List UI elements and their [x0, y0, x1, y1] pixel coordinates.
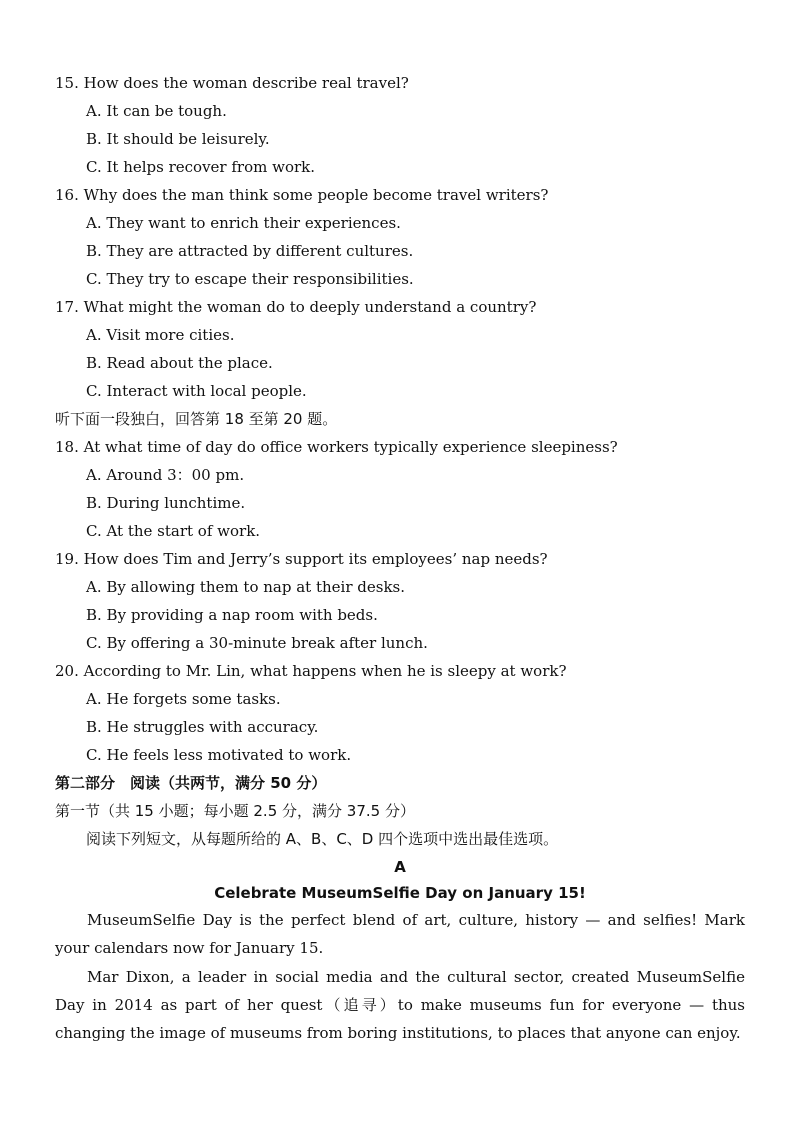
question-18: 18. At what time of day do office workers typically experience sleepiness?: [55, 438, 618, 456]
option-19c: C. By offering a 30-minute break after lunch.: [86, 634, 428, 652]
option-18b: B. During lunchtime.: [86, 494, 246, 512]
question-15: 15. How does the woman describe real travel?: [55, 74, 409, 92]
option-15a: A. It can be tough.: [86, 102, 227, 120]
option-20c: C. He feels less motivated to work.: [86, 746, 352, 764]
option-18a: A. Around 3：00 pm.: [86, 466, 245, 484]
question-20: 20. According to Mr. Lin, what happens when he is sleepy at work?: [55, 662, 567, 680]
option-18c: C. At the start of work.: [86, 522, 261, 540]
option-16c: C. They try to escape their responsibilities.: [86, 270, 414, 288]
option-16b: B. They are attracted by different cultures.: [86, 242, 414, 260]
option-20b: B. He struggles with accuracy.: [86, 718, 319, 736]
option-15c: C. It helps recover from work.: [86, 158, 316, 176]
reading-instruction: 阅读下列短文，从每题所给的 A、B、C、D 四个选项中选出最佳选项。: [86, 830, 559, 848]
option-20a: A. He forgets some tasks.: [86, 690, 281, 708]
part-two-title: 第二部分 阅读（共两节，满分 50 分）: [55, 774, 327, 792]
option-16a: A. They want to enrich their experiences.: [86, 214, 401, 232]
monologue-instruction: 听下面一段独白，回答第 18 至第 20 题。: [55, 410, 338, 428]
option-17a: A. Visit more cities.: [86, 326, 235, 344]
passage-label: A: [394, 858, 406, 876]
section-one-title: 第一节（共 15 小题；每小题 2.5 分，满分 37.5 分）: [55, 802, 415, 820]
option-15b: B. It should be leisurely.: [86, 130, 270, 148]
passage-paragraph-1: MuseumSelfie Day is the perfect blend of art, culture, history — and selfies! Mark your calendars now for January 15.: [55, 911, 745, 957]
option-17c: C. Interact with local people.: [86, 382, 307, 400]
passage-paragraph-2: Mar Dixon, a leader in social media and the cultural sector, created MuseumSelfie Day in 2014 as part of her quest（追寻）to make museums fun for everyone — thus changing the image of museums from boring institutions, to places that anyone can enjoy.: [55, 968, 745, 1042]
question-17: 17. What might the woman do to deeply understand a country?: [55, 298, 537, 316]
option-19a: A. By allowing them to nap at their desks.: [86, 578, 405, 596]
option-17b: B. Read about the place.: [86, 354, 273, 372]
question-19: 19. How does Tim and Jerry’s support its employees’ nap needs?: [55, 550, 548, 568]
question-16: 16. Why does the man think some people become travel writers?: [55, 186, 549, 204]
passage-title: Celebrate MuseumSelfie Day on January 15!: [214, 884, 586, 902]
option-19b: B. By providing a nap room with beds.: [86, 606, 378, 624]
